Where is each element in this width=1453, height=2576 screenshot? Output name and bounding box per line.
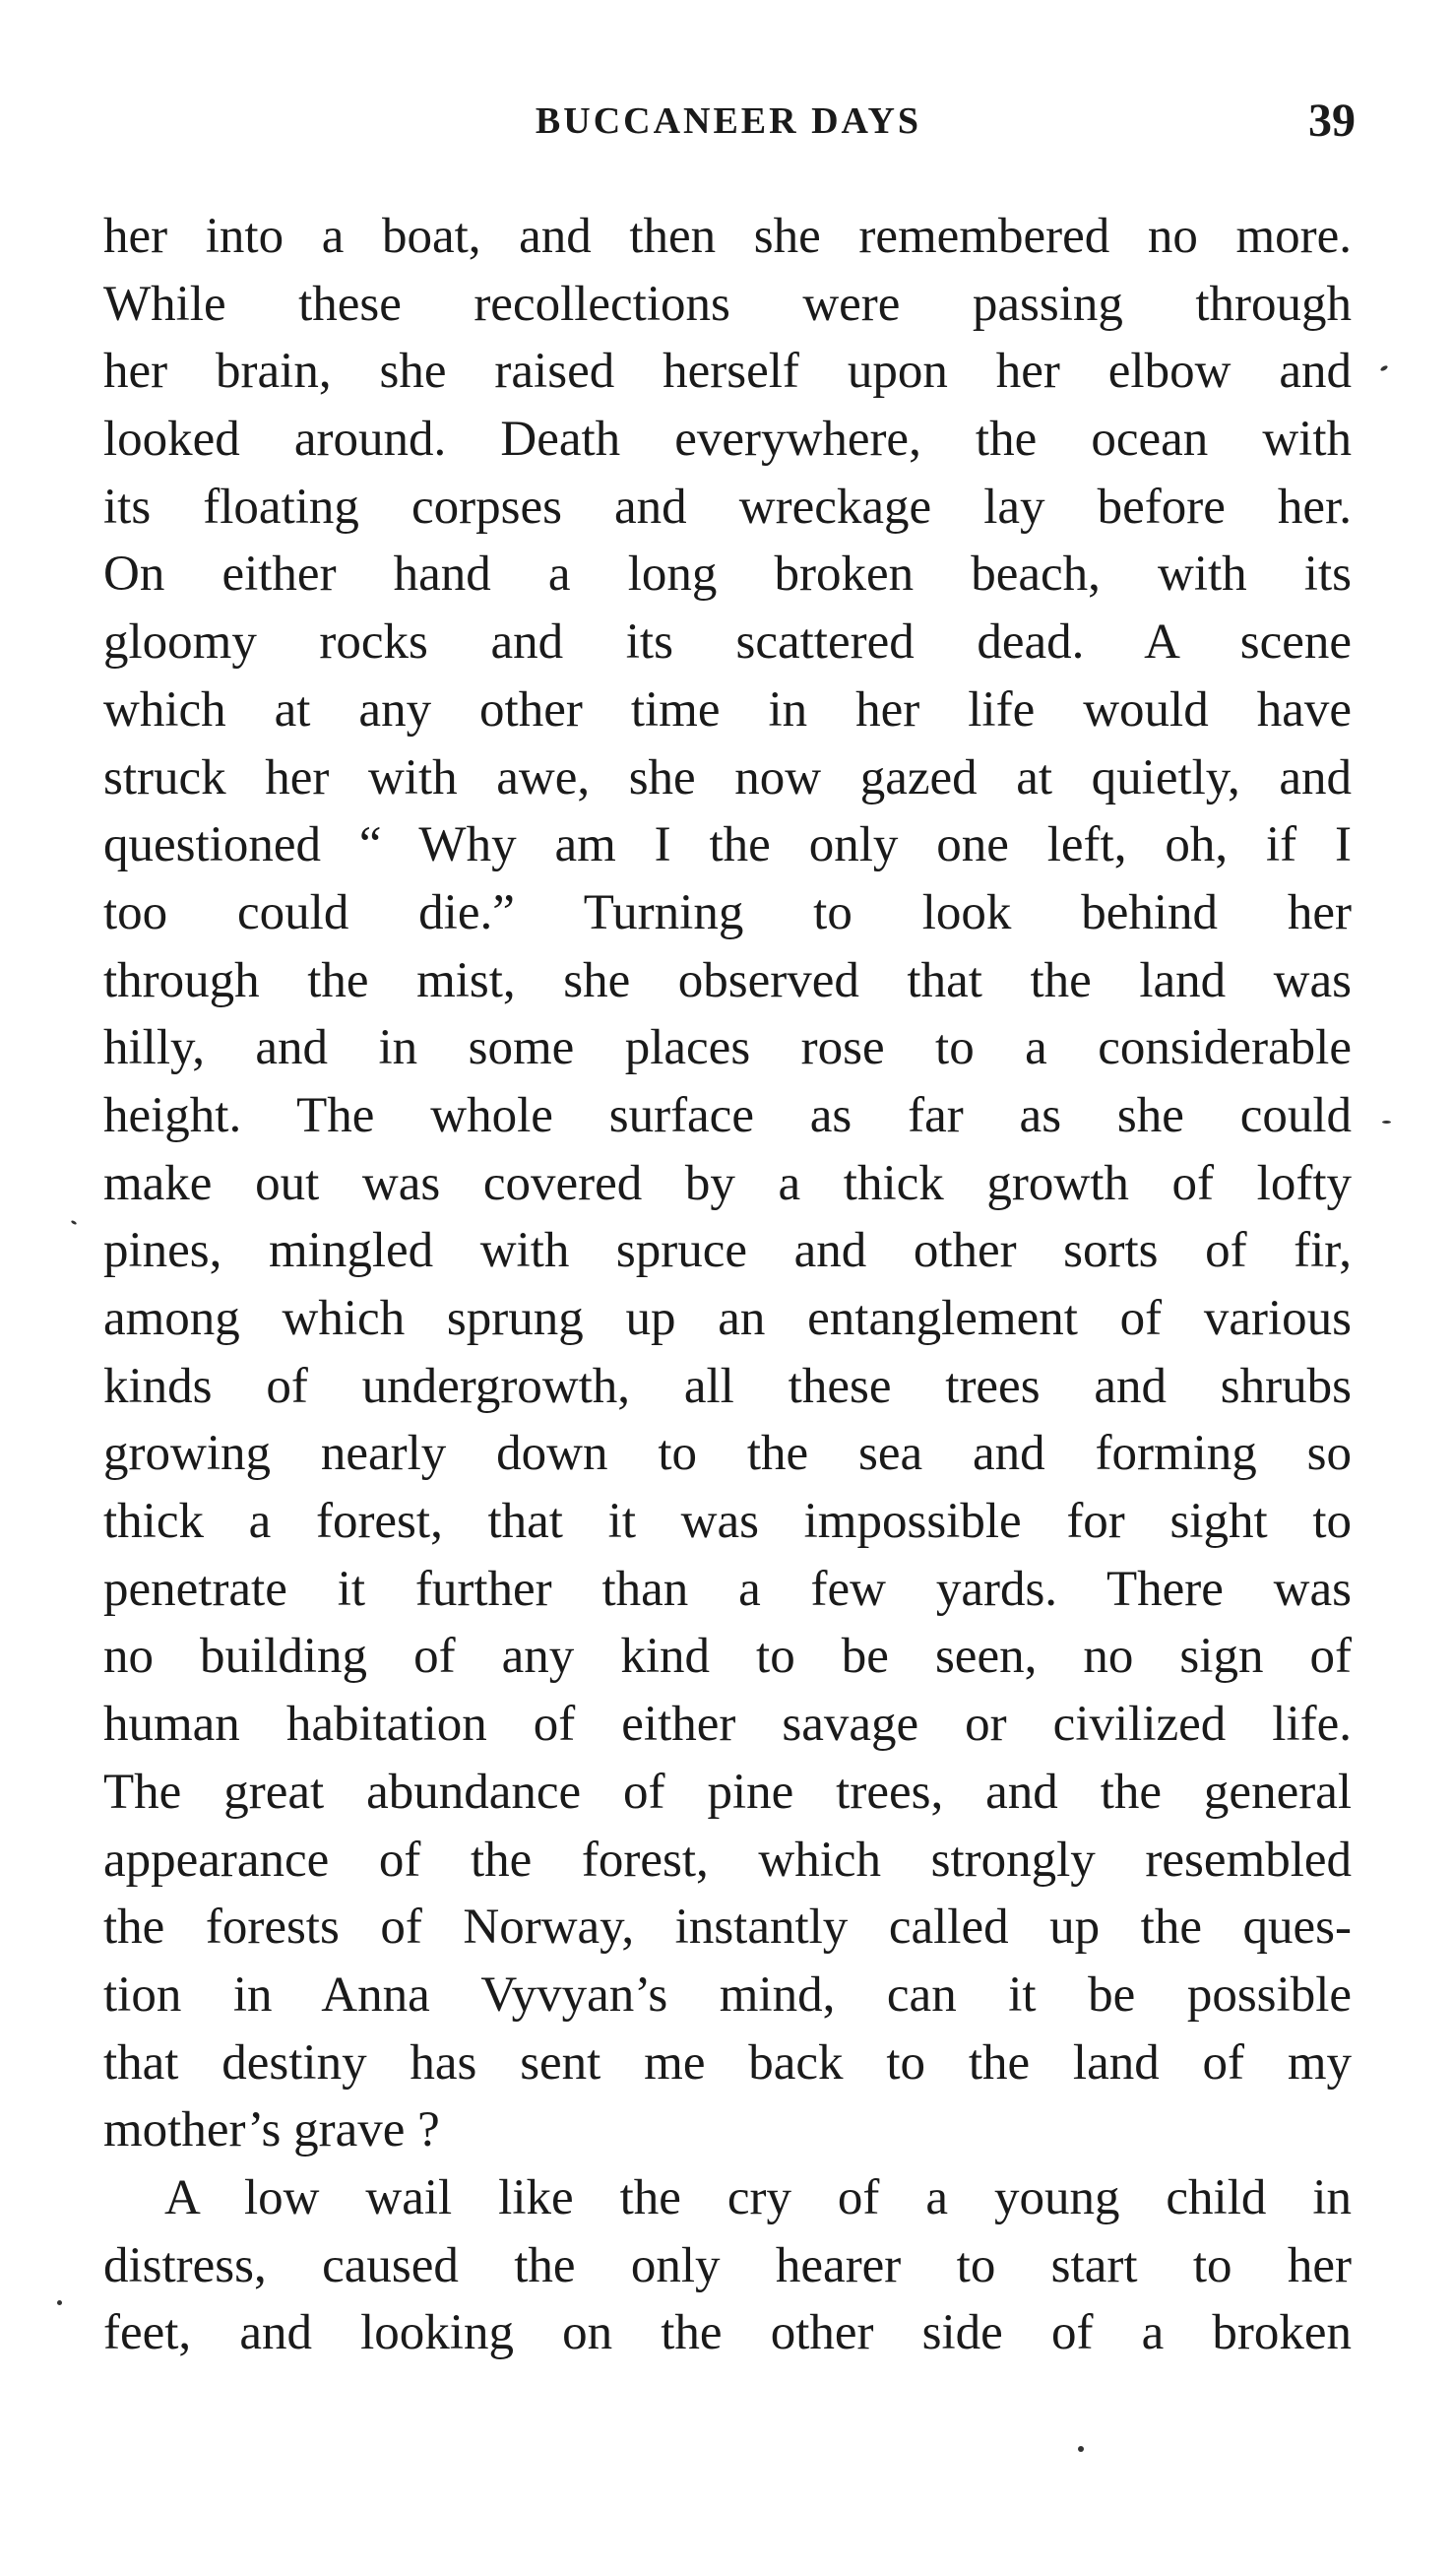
text-line: human habitation of either savage or civilized life. — [103, 1697, 1352, 1753]
text-line: The great abundance of pine trees, and the general — [103, 1764, 1352, 1820]
text-line: questioned “ Why am I the only one left, oh, if I — [103, 817, 1352, 873]
text-line: growing nearly down to the sea and forming so — [103, 1426, 1352, 1482]
print-speck — [1078, 2446, 1084, 2452]
text-line: which at any other time in her life would have — [103, 681, 1352, 738]
paragraph — [103, 203, 1352, 2164]
text-line: mother’s grave ? — [103, 2102, 440, 2158]
text-line: that destiny has sent me back to the land of my — [103, 2034, 1352, 2091]
print-speck — [71, 1220, 78, 1226]
text-line: her into a boat, and then she remembered no more. — [103, 209, 1352, 264]
text-line: her brain, she raised herself upon her elbow and — [103, 344, 1352, 400]
page-header — [103, 94, 1354, 162]
print-speck — [1382, 1121, 1391, 1124]
text-line: gloomy rocks and its scattered dead. A scene — [103, 614, 1352, 671]
page-number: 39 — [1308, 95, 1356, 147]
text-line: thick a forest, that it was impossible for sight to — [103, 1494, 1352, 1550]
text-line: hilly, and in some places rose to a considerable — [103, 1020, 1352, 1076]
paragraph — [103, 2164, 1352, 2367]
text-line: among which sprung up an entanglement of various — [103, 1291, 1352, 1346]
text-line: through the mist, she observed that the land was — [103, 952, 1352, 1008]
text-line: its floating corpses and wreckage lay before her. — [103, 479, 1352, 535]
text-line: On either hand a long broken beach, with its — [103, 547, 1352, 603]
text-line: penetrate it further than a few yards. There was — [103, 1561, 1352, 1617]
text-line: no building of any kind to be seen, no sign of — [103, 1629, 1352, 1685]
text-line: make out was covered by a thick growth of lofty — [103, 1155, 1352, 1211]
text-line: kinds of undergrowth, all these trees and shrubs — [103, 1358, 1352, 1414]
text-line: A low wail like the cry of a young child in — [164, 2169, 1352, 2225]
text-line: appearance of the forest, which strongly resembled — [103, 1832, 1352, 1888]
running-head: BUCCANEER DAYS — [535, 100, 922, 142]
text-line: pines, mingled with spruce and other sorts of fir, — [103, 1223, 1352, 1279]
text-line: height. The whole surface as far as she could — [103, 1087, 1352, 1143]
text-line: While these recollections were passing through — [103, 276, 1352, 332]
text-line: the forests of Norway, instantly called up the ques- — [103, 1900, 1352, 1956]
print-speck — [1380, 364, 1389, 371]
text-line: looked around. Death everywhere, the ocean with — [103, 412, 1352, 468]
print-speck — [57, 2300, 62, 2305]
text-line: distress, caused the only hearer to start to her — [103, 2237, 1352, 2293]
text-line: struck her with awe, she now gazed at quietly, and — [103, 749, 1352, 805]
text-line: too could die.” Turning to look behind her — [103, 884, 1352, 940]
body-text — [103, 203, 1352, 2367]
text-line: feet, and looking on the other side of a broken — [103, 2305, 1352, 2361]
text-line: tion in Anna Vyvyan’s mind, can it be possible — [103, 1966, 1352, 2023]
